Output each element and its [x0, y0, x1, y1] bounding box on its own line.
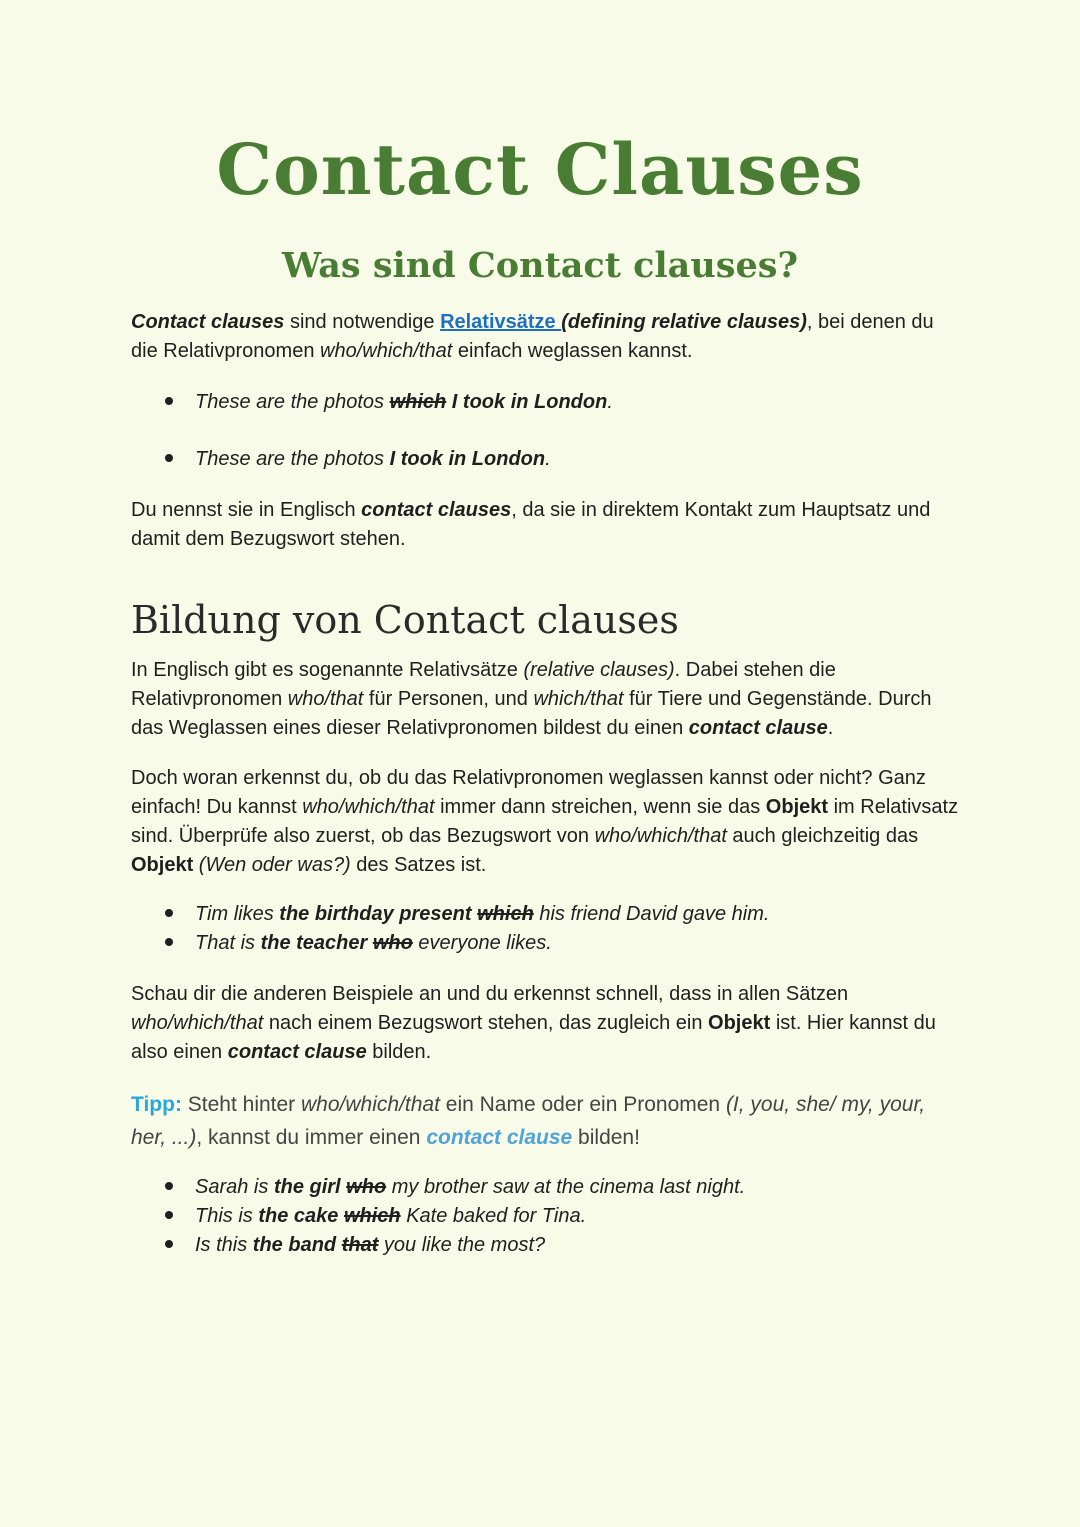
intro-text: , bei denen du die Relativpronomen: [131, 311, 934, 362]
tipp-italic: who/which/that: [301, 1093, 440, 1116]
list-item: [165, 900, 945, 929]
list-item: [165, 929, 945, 958]
paragraph-text: .: [827, 717, 834, 739]
paragraph-term: contact clauses: [361, 499, 512, 521]
struck-pronoun: which: [343, 1205, 401, 1227]
intro-paragraph: [131, 308, 961, 366]
paragraph-text: für Personen, und: [363, 688, 534, 710]
example-text: Tim likes: [195, 903, 280, 925]
paragraph-text: In Englisch gibt es sogenannte Relativsätze: [131, 659, 524, 681]
intro-text: einfach weglassen kannst.: [452, 340, 693, 362]
example-text: These are the photos: [195, 391, 390, 413]
example-text: my brother saw at the cinema last night.: [386, 1176, 746, 1198]
bullet-icon: [165, 938, 173, 946]
tipp-text: , kannst du immer einen: [196, 1126, 427, 1149]
example-text: That is: [195, 932, 261, 954]
bullet-icon: [165, 1211, 173, 1219]
paragraph-relative: [131, 656, 961, 743]
paragraph-italic: who/which/that: [131, 1012, 264, 1034]
example-text: his friend David gave him.: [533, 903, 770, 925]
bullet-icon: [165, 1182, 173, 1190]
page-title: Contact Clauses: [216, 128, 864, 211]
paragraph-text: im Relativsatz sind. Überprüfe also zuerst, ob das Bezugswort von: [131, 796, 959, 847]
paragraph-bold: Objekt: [131, 854, 194, 876]
tipp-text: ein Name oder ein Pronomen: [439, 1093, 726, 1116]
struck-pronoun: who: [346, 1176, 387, 1198]
tipp-label: Tipp:: [131, 1093, 182, 1116]
example-bold: the teacher: [260, 932, 368, 954]
paragraph-text: , da sie in direktem Kontakt zum Hauptsatz und damit dem Bezugswort stehen.: [131, 499, 931, 550]
tipp-term: contact clause: [426, 1126, 573, 1149]
bullet-icon: [165, 397, 173, 405]
paragraph-text: Doch woran erkennst du, ob du das Relativpronomen weglassen kannst oder nicht? Ganz einfach! Du kannst: [131, 767, 926, 818]
example-text: These are the photos: [195, 448, 390, 470]
paragraph-bold: Objekt: [708, 1012, 771, 1034]
paragraph-text: nach einem Bezugswort stehen, das zugleich ein: [263, 1012, 709, 1034]
list-item: [165, 1231, 945, 1260]
struck-pronoun: which: [477, 903, 534, 925]
example-text: .: [607, 391, 613, 413]
intro-term: Contact clauses: [131, 311, 285, 333]
paragraph-text: für Tiere und Gegenstände. Durch das Weglassen eines dieser Relativpronomen bildest du einen: [131, 688, 932, 739]
list-item: [165, 1202, 945, 1231]
tipp-text: Steht hinter: [181, 1093, 302, 1116]
paragraph-term: contact clause: [688, 717, 828, 739]
paragraph-text: Schau dir die anderen Beispiele an und du erkennst schnell, dass in allen Sätzen: [131, 983, 849, 1005]
struck-pronoun: which: [389, 391, 447, 413]
example-bold: the cake: [258, 1205, 339, 1227]
example-text: everyone likes.: [412, 932, 552, 954]
example-text: This is: [195, 1205, 259, 1227]
list-item: [165, 1173, 945, 1202]
example-bold: I took in London: [389, 448, 546, 470]
paragraph-text: Du nennst sie in Englisch: [131, 499, 362, 521]
intro-paren: (defining relative clauses): [561, 311, 807, 333]
paragraph-text: . Dabei stehen die Relativpronomen: [131, 659, 836, 710]
relativsaetze-link[interactable]: Relativsätze: [440, 311, 562, 333]
section-subtitle: Was sind Contact clauses?: [281, 245, 798, 286]
paragraph-term: contact clause: [227, 1041, 367, 1063]
paragraph-text: ist. Hier kannst du also einen: [131, 1012, 936, 1063]
list-item: [165, 445, 945, 474]
paragraph-objekt: [131, 764, 961, 880]
example-text: Sarah is: [195, 1176, 274, 1198]
struck-pronoun: who: [372, 932, 413, 954]
example-text: .: [545, 448, 551, 470]
example-bold: the girl: [273, 1176, 341, 1198]
example-text: Is this: [195, 1234, 253, 1256]
paragraph-text: bilden.: [366, 1041, 432, 1063]
paragraph-italic: (relative clauses): [523, 659, 675, 681]
intro-pronouns: who/which/that: [320, 340, 453, 362]
paragraph-italic: who/that: [287, 688, 364, 710]
paragraph-italic: (Wen oder was?): [193, 854, 351, 876]
example-bold: I took in London: [446, 391, 608, 413]
tipp-box: [131, 1088, 961, 1154]
paragraph-text: immer dann streichen, wenn sie das: [434, 796, 766, 818]
example-bold: the band: [252, 1234, 337, 1256]
tipp-italic: (I, you, she/ my, your, her, ...): [131, 1093, 926, 1149]
example-text: Kate baked for Tina.: [400, 1205, 587, 1227]
example-bold: the birthday present: [279, 903, 472, 925]
paragraph-italic: who/which/that: [594, 825, 727, 847]
paragraph-italic: who/which/that: [302, 796, 435, 818]
bullet-icon: [165, 1240, 173, 1248]
section-heading-bildung: Bildung von Contact clauses: [131, 598, 679, 642]
bullet-icon: [165, 454, 173, 462]
paragraph-bold: Objekt: [765, 796, 829, 818]
struck-pronoun: that: [341, 1234, 379, 1256]
bullet-icon: [165, 909, 173, 917]
intro-text: sind notwendige: [284, 311, 441, 333]
paragraph-text: des Satzes ist.: [350, 854, 487, 876]
paragraph-italic: which/that: [533, 688, 624, 710]
list-item: [165, 388, 945, 417]
paragraph-contact: [131, 496, 961, 554]
example-text: you like the most?: [378, 1234, 546, 1256]
paragraph-text: auch gleichzeitig das: [726, 825, 919, 847]
paragraph-beispiele: [131, 980, 961, 1067]
tipp-text: bilden!: [572, 1126, 640, 1149]
